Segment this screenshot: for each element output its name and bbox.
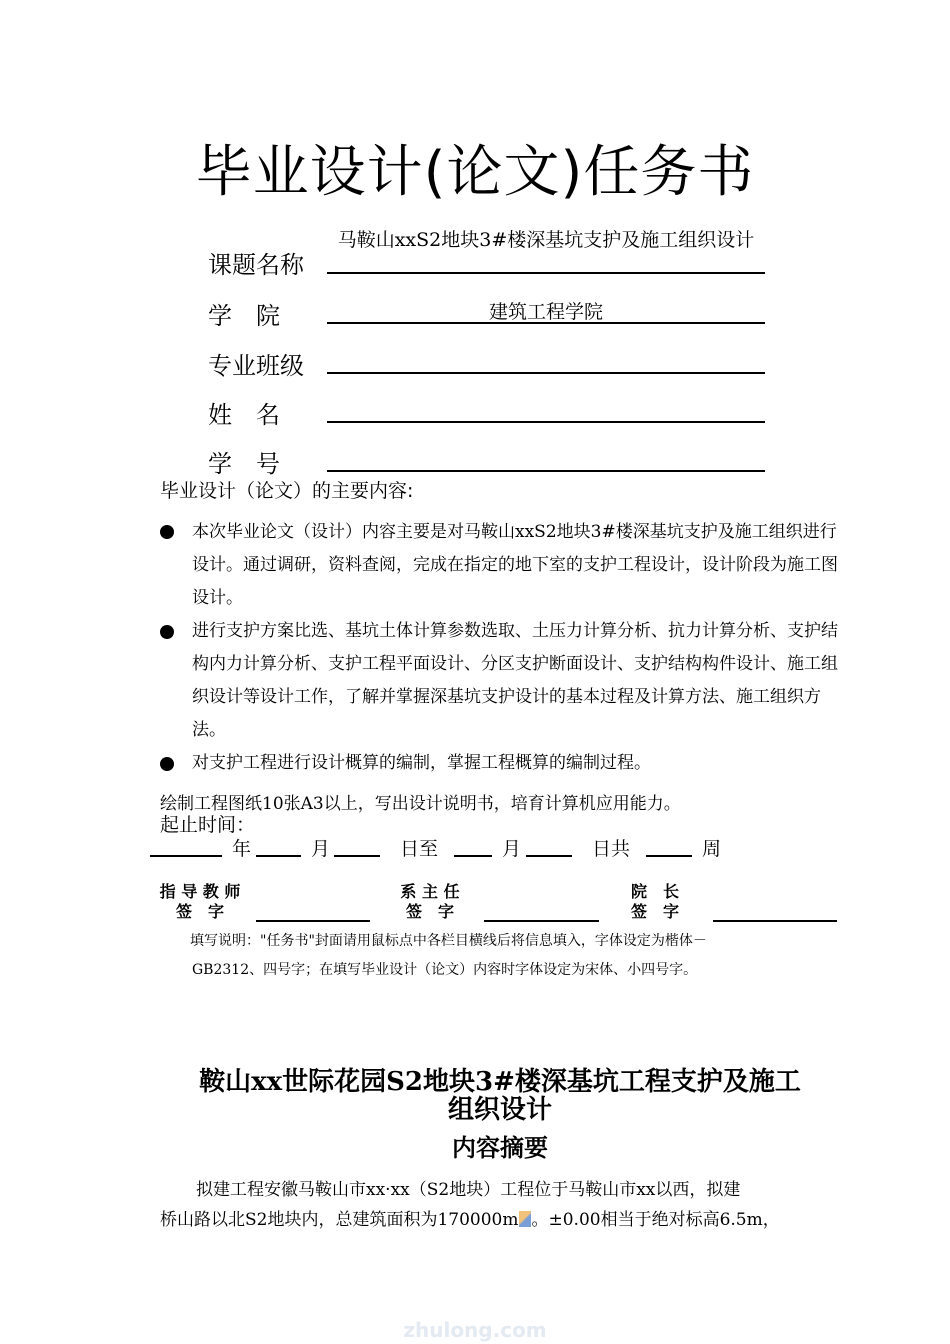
week-unit: 周 — [702, 838, 722, 860]
fill-note-line2: GB2312、四号字；在填写毕业设计（论文）内容时字体设定为宋体、小四号字。 — [192, 962, 698, 978]
topic-underline — [327, 272, 765, 274]
bullet-item-design: 本次毕业论文（设计）内容主要是对马鞍山xxS2地块3#楼深基坑支护及施工组织进行设计。通过调研，资料查阅，完成在指定的地下室的支护工程设计，设计阶段为施工图设计。 — [192, 522, 838, 608]
page-title: 毕业设计(论文)任务书 — [195, 140, 755, 205]
topic-value[interactable]: 马鞍山xxS2地块3#楼深基坑支护及施工组织设计 — [337, 229, 755, 251]
month-unit: 月 — [311, 838, 331, 860]
sign-line1: 系 主 任 — [400, 882, 460, 901]
field-label-text: 学 院 — [208, 302, 280, 330]
fill-note-line1: 填写说明："任务书"封面请用鼠标点中各栏目横线后将信息填入，字体设定为楷体－ — [190, 933, 707, 949]
abstract-line2-end: 。±0.00相当于绝对标高6.5m， — [531, 1210, 780, 1230]
superscript-image-icon — [519, 1211, 531, 1227]
period-label: 起止时间： — [160, 814, 256, 836]
sign-line2: 签 字 — [405, 902, 454, 921]
bullet-item-estimate: 对支护工程进行设计概算的编制，掌握工程概算的编制过程。 — [192, 753, 651, 773]
abstract-title-line1: 鞍山xx世际花园S2地块3#楼深基坑工程支护及施工 — [199, 1067, 801, 1097]
bullet-item-tasks: 进行支护方案比选、基坑土体计算参数选取、土压力计算分析、抗力计算分析、支护结构内力计算分析、支护工程平面设计、分区支护断面设计、支护结构构件设计、施工组织设计等设计工作，了解并掌握深基坑支护设计的基本过程及计算方法、施工组织方法。 — [192, 621, 838, 740]
college-underline — [327, 322, 765, 324]
field-label-text: 姓 名 — [208, 401, 280, 429]
sign-line1: 院 长 — [630, 882, 679, 901]
abstract-line2 — [160, 1205, 850, 1235]
drawing-requirement: 绘制工程图纸10张A3以上，写出设计说明书，培育计算机应用能力。 — [160, 794, 681, 814]
field-label-text: 课题名称 — [208, 251, 304, 279]
day-to-unit: 日至 — [400, 838, 439, 860]
field-label-class — [208, 346, 310, 381]
weeks-blank[interactable] — [646, 855, 692, 857]
end-month-blank[interactable] — [454, 855, 492, 857]
month-blank[interactable] — [256, 855, 301, 857]
college-value[interactable]: 建筑工程学院 — [488, 301, 603, 323]
id-underline — [327, 470, 765, 472]
total-unit: 日共 — [592, 838, 631, 860]
end-day-blank[interactable] — [526, 855, 572, 857]
abstract-line1: 拟建工程安徽马鞍山市xx·xx（S2地块）工程位于马鞍山市xx以西，拟建 — [196, 1180, 741, 1200]
field-label-college — [208, 296, 310, 331]
day-blank[interactable] — [334, 855, 380, 857]
field-label-id — [208, 444, 310, 479]
year-unit: 年 — [232, 838, 252, 860]
dean-signature-label — [620, 882, 690, 922]
watermark: zhulong.com — [403, 1318, 547, 1342]
sign-line1: 指 导 教 师 — [159, 882, 241, 901]
dean-signature-line[interactable] — [713, 920, 837, 922]
field-label-text: 专业班级 — [208, 352, 304, 380]
advisor-signature-line[interactable] — [256, 920, 370, 922]
dept-head-signature-label — [390, 882, 470, 922]
advisor-signature-label — [150, 882, 250, 922]
field-label-name — [208, 395, 310, 430]
abstract-heading: 内容摘要 — [452, 1134, 548, 1162]
bullet-dot — [160, 757, 174, 771]
bullet-dot — [160, 525, 174, 539]
field-label-topic — [208, 245, 310, 280]
sign-line2: 签 字 — [630, 902, 679, 921]
end-month-unit: 月 — [502, 838, 522, 860]
year-blank[interactable] — [150, 855, 222, 857]
abstract-line2-start: 桥山路以北S2地块内，总建筑面积为170000m — [160, 1210, 519, 1230]
abstract-title-line2: 组织设计 — [447, 1095, 552, 1125]
content-heading: 毕业设计（论文）的主要内容: — [160, 480, 414, 502]
class-underline — [327, 372, 765, 374]
field-label-text: 学 号 — [208, 450, 280, 478]
sign-line2: 签 字 — [175, 902, 224, 921]
name-underline — [327, 421, 765, 423]
dept-head-signature-line[interactable] — [484, 920, 599, 922]
bullet-dot — [160, 625, 174, 639]
